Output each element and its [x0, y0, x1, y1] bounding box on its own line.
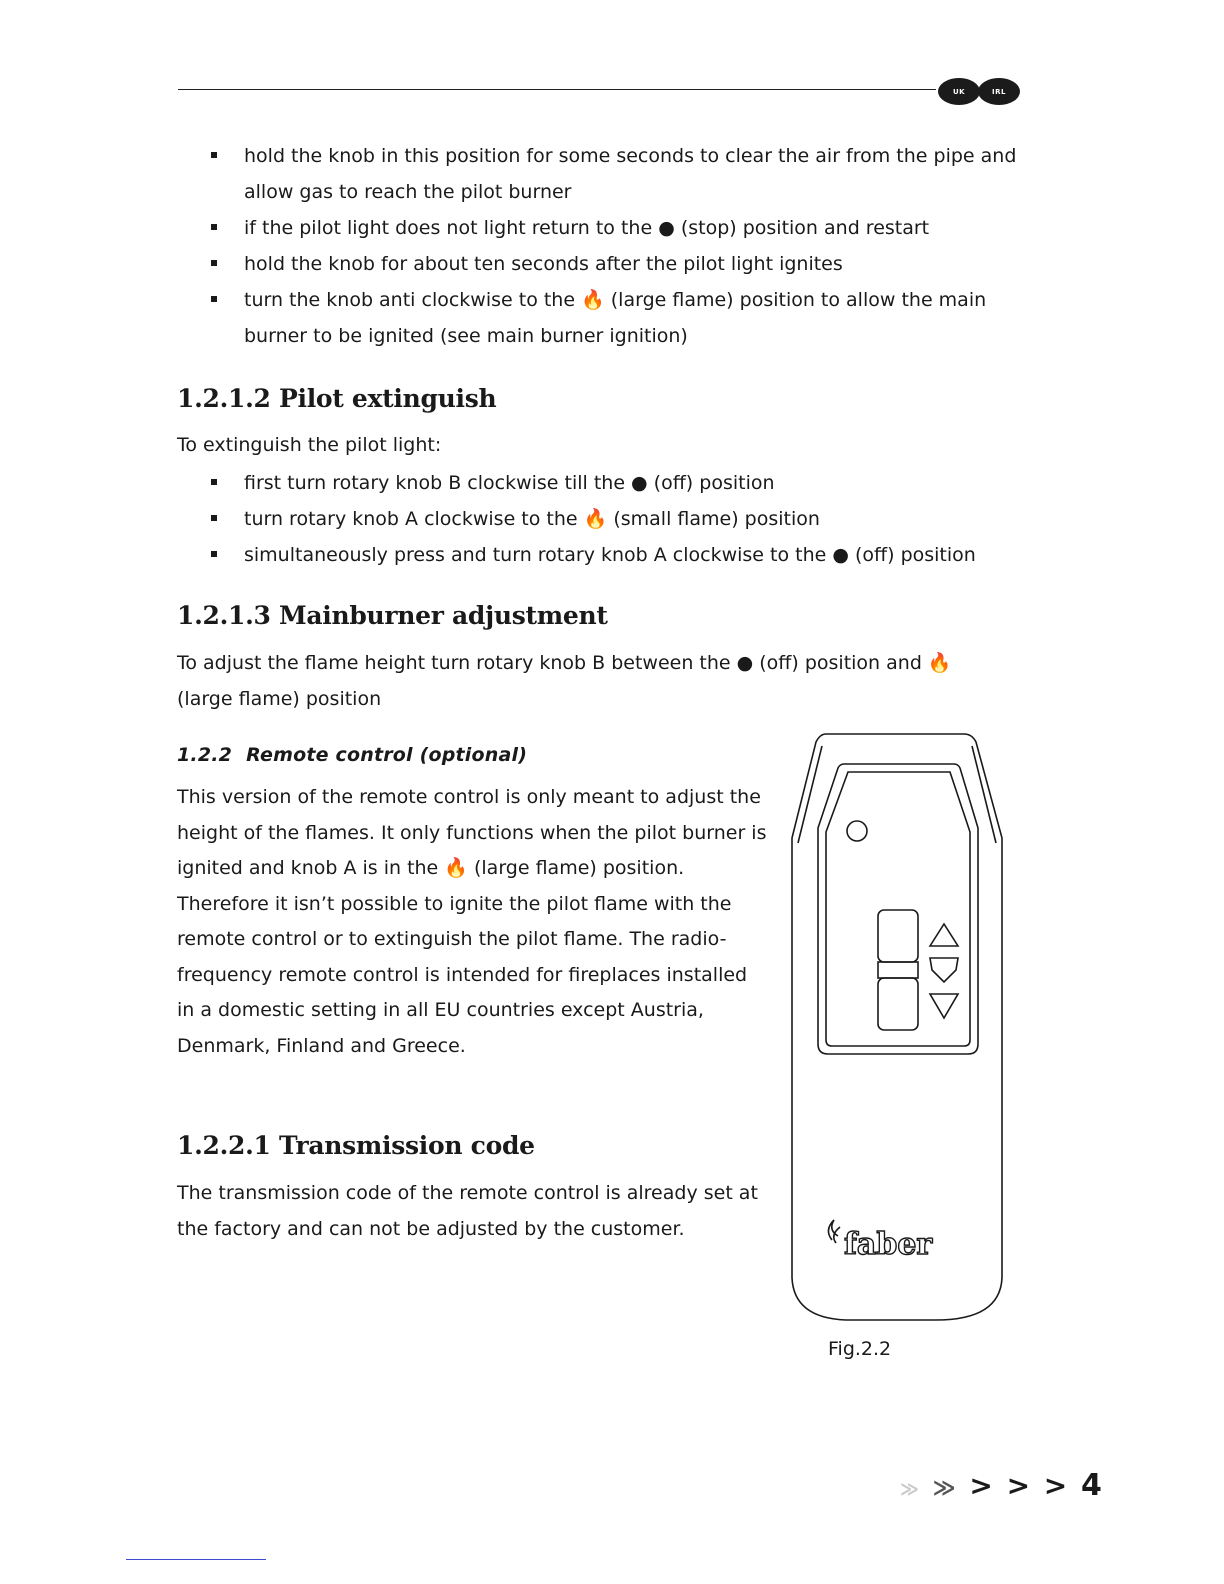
mainburner-text: To adjust the flame height turn rotary knob B between the ● (off) position and 🔥 (large flame) position — [177, 652, 952, 710]
section-heading-mainburner: 1.2.1.3 Mainburner adjustment — [177, 601, 608, 630]
list-item: if the pilot light does not light return to the ● (stop) position and restart — [208, 210, 1028, 246]
brand-logo-text: faber — [844, 1227, 933, 1262]
figure-caption: Fig.2.2 — [828, 1338, 892, 1360]
pilot-extinguish-intro: To extinguish the pilot light: — [177, 434, 442, 456]
list-item: simultaneously press and turn rotary knob A clockwise to the ● (off) position — [208, 537, 1028, 573]
list-item: turn rotary knob A clockwise to the 🔥 (small flame) position — [208, 501, 1028, 537]
remote-control-text: This version of the remote control is only meant to adjust the height of the flames. It only functions when the pilot burner is ignited and knob A is in the 🔥 (large flame) position. Therefore it isn’t possible to ignite the pilot flame with the remote control or to extinguish the pilot flame. The radio-frequency remote control is intended for fireplaces installed in a domestic setting in all EU countries except Austria, Denmark, Finland and Greece. — [177, 786, 767, 1057]
subsection-number: 1.2.2 — [177, 744, 233, 766]
arrow-decoration-mid: ≫ — [932, 1476, 958, 1501]
list-item: hold the knob in this position for some seconds to clear the air from the pipe and allow gas to reach the pilot burner — [208, 138, 1028, 210]
language-badges — [938, 78, 1020, 105]
arrow-decoration-faint: ≫ — [900, 1479, 921, 1500]
header-rule — [178, 89, 936, 90]
page-number: 4 — [1081, 1468, 1104, 1503]
list-item: hold the knob for about ten seconds after the pilot light ignites — [208, 246, 1028, 282]
badge-uk: UK — [938, 78, 980, 105]
page-number-indicator: ≫ ≫ > > > 4 — [900, 1468, 1104, 1503]
arrow-decoration-bold: > > — [969, 1469, 1033, 1502]
subsection-title: Remote control (optional) — [246, 744, 528, 766]
faber-logo-icon — [828, 1220, 933, 1262]
list-item: turn the knob anti clockwise to the 🔥 (large flame) position to allow the main burner to be ignited (see main burner ignition) — [208, 282, 1028, 354]
remote-control-illustration — [786, 728, 1006, 1324]
intro-bullet-list — [208, 138, 1028, 354]
subsection-heading-remote-control — [177, 744, 527, 766]
badge-irl: IRL — [978, 78, 1020, 105]
pilot-extinguish-bullet-list — [208, 465, 1028, 573]
transmission-text: The transmission code of the remote control is already set at the factory and can not be adjusted by the customer. — [177, 1182, 758, 1240]
list-item: first turn rotary knob B clockwise till the ● (off) position — [208, 465, 1028, 501]
section-heading-transmission-code: 1.2.2.1 Transmission code — [177, 1131, 535, 1160]
section-heading-pilot-extinguish: 1.2.1.2 Pilot extinguish — [177, 384, 497, 413]
footer-rule — [126, 1559, 266, 1560]
